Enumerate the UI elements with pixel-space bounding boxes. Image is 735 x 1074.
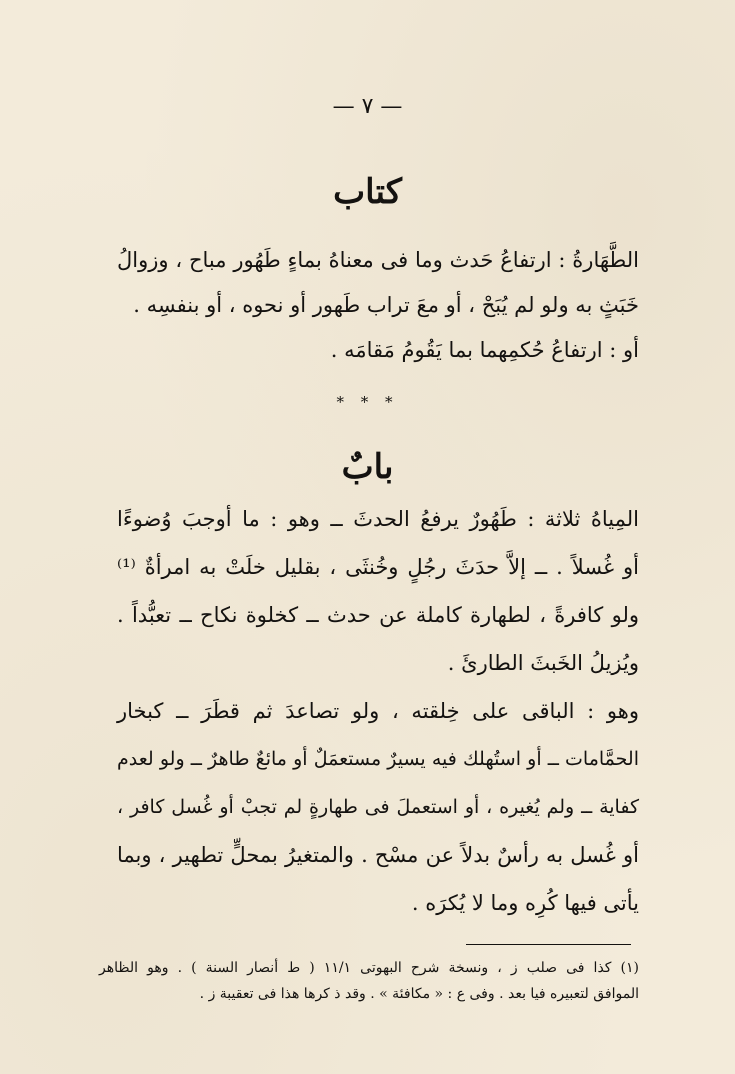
text-line: يأتى فيها كُرِه وما لا يُكرَه . (411, 891, 639, 915)
footnote-line: (١) كذا فى صلب ز ، ونسخة شرح البهوتى ١١/١ ( ط أنصار السنة ) . وهو الظاهر (99, 960, 640, 976)
page-number: — ٧ — (332, 94, 403, 119)
chapter-paragraph-2 (117, 687, 639, 927)
text-line: ويُزيلُ الخَبثَ الطارئَ . (447, 651, 639, 675)
text-line: خَبَثٍ به ولو لم يُبَحْ ، أو معَ تراب طَهور أو نحوه ، أو بنفسِه . (133, 293, 639, 317)
book-heading: كتاب (333, 172, 402, 212)
text-line: الطَّهَارةُ : ارتفاعُ حَدث وما فى معناهُ بماءٍ طَهُور مباح ، وزوالُ (117, 248, 639, 272)
text-line: أو غُسل به رأسٌ بدلاً عن مسْح . والمتغيرُ بمحلٍّ تطهير ، وبما (117, 843, 639, 867)
text-line: وهو : الباقى على خِلقته ، ولو تصاعدَ ثم قطَرَ ــ كبخار (117, 699, 639, 723)
chapter-heading: بابٌ (341, 447, 394, 487)
text-line: الحمَّامات ــ أو استُهلك فيه يسيرٌ مستعمَلٌ أو مائعٌ طاهرٌ ــ ولو لعدم (117, 748, 639, 770)
footnote-divider (466, 944, 631, 945)
text-line: المِياهُ ثلاثة : طَهُورٌ يرفعُ الحدثَ ــ وهو : ما أوجبَ وُضوءًا (117, 507, 639, 531)
footnote (99, 955, 639, 1007)
text-line: ولو كافرةً ، لطهارة كاملة عن حدث ــ كخلوة نكاح ــ تعبُّداً . (117, 603, 639, 627)
text-line: أو غُسلاً . ــ إلاَّ حدَثَ رجُلٍ وخُنثَى ، بقليل خلَتْ به امرأةٌ ⁽¹⁾ (117, 555, 639, 579)
text-line: كفاية ــ ولم يُغيره ، أو استعملَ فى طهارةٍ لم تجبْ أو غُسل كافر ، (117, 796, 639, 818)
section-separator: * * * (336, 393, 399, 411)
footnote-line: الموافق لتعبيره فيا بعد . وفى ع : « مكافئة » . وقد ذ كرها هذا فى تعقيبة ز . (199, 986, 639, 1002)
book-intro-paragraph (117, 238, 639, 373)
chapter-paragraph-1 (117, 495, 639, 687)
text-line: أو : ارتفاعُ حُكمِهما بما يَقُومُ مَقامَه . (330, 338, 639, 362)
